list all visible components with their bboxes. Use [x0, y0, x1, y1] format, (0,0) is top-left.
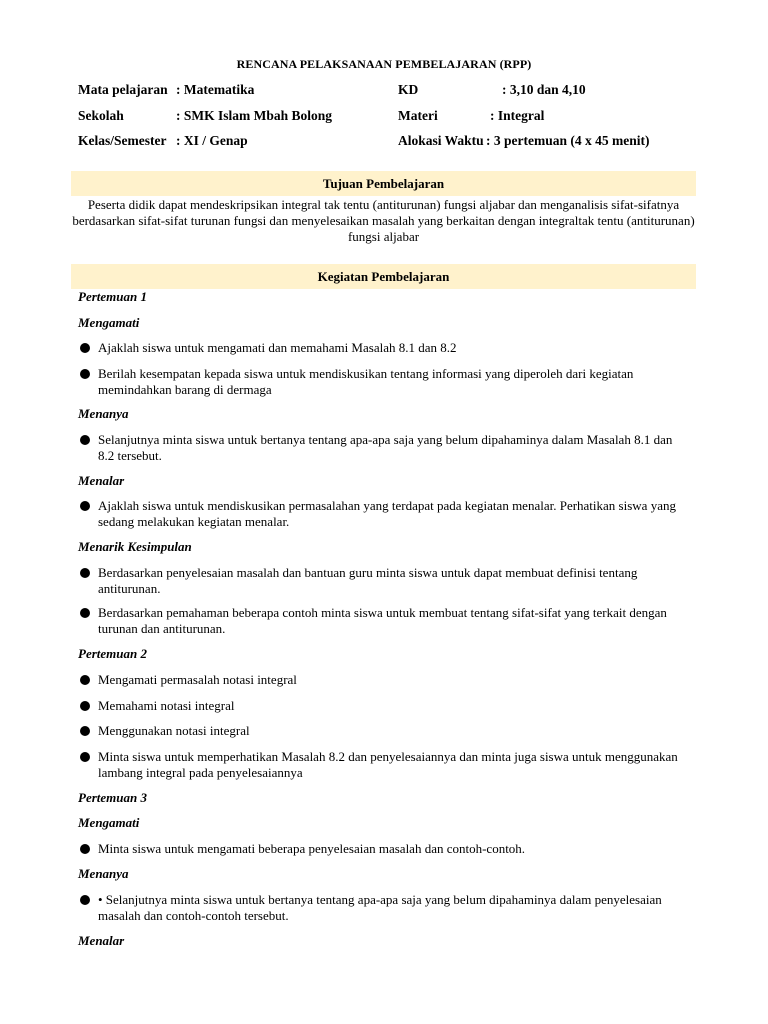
meta-materi-label: Materi [398, 108, 438, 123]
meta-kelas-value: : XI / Genap [176, 133, 248, 148]
meta-kelas-label: Kelas/Semester [78, 133, 167, 148]
list-item: Mengamati permasalah notasi integral [78, 672, 690, 688]
bullet-icon [80, 895, 90, 905]
p1-mengamati-heading: Mengamati [78, 315, 140, 330]
kegiatan-heading: Kegiatan Pembelajaran [71, 264, 696, 289]
tujuan-text: Peserta didik dapat mendeskripsikan integral tak tentu (antiturunan) fungsi aljabar dan menganalisis sifat-sifatnya berdasarkan sifat-sifat turunan fungsi dan menyelesaikan masalah yang berkaitan dengan integraltak tentu (antiturunan) fungsi aljabar [72, 197, 695, 244]
p3-menalar-heading: Menalar [78, 933, 125, 948]
meta-materi-value: : Integral [490, 108, 545, 123]
bullet-icon [80, 608, 90, 618]
bullet-icon [80, 501, 90, 511]
meta-sekolah-value: : SMK Islam Mbah Bolong [176, 108, 333, 123]
list-item: Ajaklah siswa untuk mengamati dan memahami Masalah 8.1 dan 8.2 [78, 340, 690, 356]
meta-kd [398, 82, 586, 98]
pertemuan-1-title: Pertemuan 1 [78, 289, 147, 304]
meta-sekolah-label: Sekolah [78, 108, 124, 123]
bullet-icon [80, 568, 90, 578]
pertemuan-3-title: Pertemuan 3 [78, 790, 147, 805]
meta-materi [398, 108, 544, 124]
list-item: Selanjutnya minta siswa untuk bertanya tentang apa-apa saja yang belum dipahaminya dalam Masalah 8.1 dan 8.2 tersebut. [78, 432, 690, 464]
list-item: Ajaklah siswa untuk mendiskusikan permasalahan yang terdapat pada kegiatan menalar. Perhatikan siswa yang sedang melakukan kegiatan menalar. [78, 498, 690, 530]
bullet-icon [80, 675, 90, 685]
meta-kelas [78, 133, 248, 149]
list-item: Berilah kesempatan kepada siswa untuk mendiskusikan tentang informasi yang diperoleh dari kegiatan memindahkan barang di dermaga [78, 366, 690, 398]
meta-mapel-value: : Matematika [176, 82, 255, 97]
p3-menanya-heading: Menanya [78, 866, 129, 881]
p1-menanya-heading: Menanya [78, 406, 129, 421]
bullet-icon [80, 844, 90, 854]
p3-mengamati-heading: Mengamati [78, 815, 140, 830]
list-item: Memahami notasi integral [78, 698, 690, 714]
bullet-icon [80, 701, 90, 711]
meta-mapel-label: Mata pelajaran [78, 82, 168, 97]
bullet-icon [80, 343, 90, 353]
bullet-icon [80, 435, 90, 445]
meta-mapel [78, 82, 254, 98]
list-item: Menggunakan notasi integral [78, 723, 690, 739]
list-item: Berdasarkan pemahaman beberapa contoh minta siswa untuk membuat tentang sifat-sifat yang terkait dengan turunan dan antiturunan. [78, 605, 690, 637]
meta-sekolah [78, 108, 332, 124]
meta-kd-value: : 3,10 dan 4,10 [502, 82, 586, 97]
list-item: Minta siswa untuk memperhatikan Masalah 8.2 dan penyelesaiannya dan minta juga siswa untuk menggunakan lambang integral pada penyelesaiannya [78, 749, 690, 781]
pertemuan-2-title: Pertemuan 2 [78, 646, 147, 661]
list-item: Minta siswa untuk mengamati beberapa penyelesaian masalah dan contoh-contoh. [78, 841, 690, 857]
bullet-icon [80, 726, 90, 736]
meta-kd-label: KD [398, 82, 419, 97]
p1-kesimpulan-heading: Menarik Kesimpulan [78, 539, 192, 554]
tujuan-heading: Tujuan Pembelajaran [71, 171, 696, 196]
p1-menalar-heading: Menalar [78, 473, 125, 488]
list-item: • Selanjutnya minta siswa untuk bertanya tentang apa-apa saja yang belum dipahaminya dalam penyelesaian masalah dan contoh-contoh tersebut. [78, 892, 690, 924]
meta-alokasi [398, 133, 649, 149]
bullet-icon [80, 752, 90, 762]
meta-alokasi-value: : 3 pertemuan (4 x 45 menit) [486, 133, 650, 148]
bullet-icon [80, 369, 90, 379]
document-title: RENCANA PELAKSANAAN PEMBELAJARAN (RPP) [236, 57, 532, 71]
list-item: Berdasarkan penyelesaian masalah dan bantuan guru minta siswa untuk dapat membuat definisi tentang antiturunan. [78, 565, 690, 597]
meta-alokasi-label: Alokasi Waktu [398, 133, 484, 148]
